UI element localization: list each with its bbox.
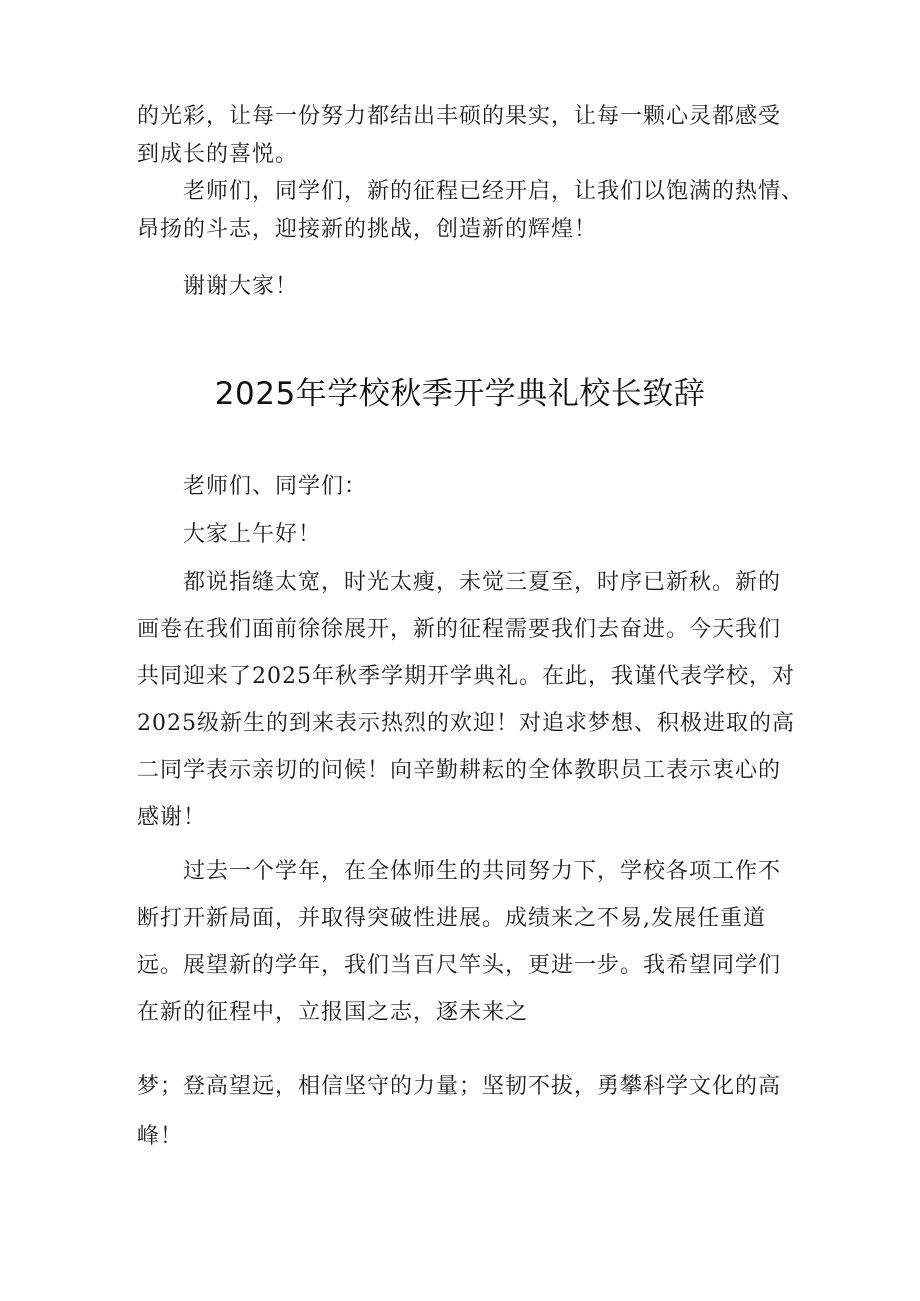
text-line: 峰！ [137, 1124, 184, 1149]
text-line: 远。展望新的学年，我们当百尺竿头，更进一步。我希望同学们 [137, 953, 782, 978]
speech-title: 2025年学校秋季开学典礼校长致辞 [214, 376, 706, 412]
text-line: 谢谢大家！ [137, 274, 299, 299]
text-line: 都说指缝太宽，时光太瘦，未觉三夏至，时序已新秋。新的 [137, 570, 782, 595]
text-line: 到成长的喜悦。 [137, 142, 299, 167]
prev-thanks [137, 268, 797, 306]
text-line: 二同学表示亲切的问候！向辛勤耕耘的全体教职员工表示衷心的 [137, 758, 782, 783]
text-line: 梦；登高望远，相信坚守的力量；坚韧不拔，勇攀科学文化的高 [137, 1074, 782, 1099]
speech-good-morning [137, 516, 797, 554]
speech-paragraph-1 [137, 564, 797, 846]
text-line: 画卷在我们面前徐徐展开，新的征程需要我们去奋进。今天我们 [137, 617, 782, 642]
text-line: 大家上午好！ [137, 522, 322, 547]
text-line: 2025级新生的到来表示热烈的欢迎！对追求梦想、积极进取的高 [137, 711, 795, 736]
prev-paragraph-2 [137, 173, 805, 249]
prev-paragraph-1 [137, 98, 797, 174]
speech-paragraph-3 [137, 1068, 797, 1168]
text-line: 老师们，同学们，新的征程已经开启，让我们以饱满的热情、 [137, 179, 805, 204]
text-line: 断打开新局面，并取得突破性进展。成绩来之不易,发展任重道 [137, 906, 766, 931]
text-line: 在新的征程中，立报国之志，逐未来之 [137, 1000, 529, 1025]
speech-paragraph-2 [137, 853, 797, 1041]
text-line: 感谢！ [137, 805, 207, 830]
text-line: 过去一个学年，在全体师生的共同努力下，学校各项工作不 [137, 859, 782, 884]
text-line: 老师们、同学们： [137, 474, 368, 499]
speech-greeting [137, 468, 797, 506]
text-line: 共同迎来了2025年秋季学期开学典礼。在此，我谨代表学校，对 [137, 664, 795, 689]
text-line: 昂扬的斗志，迎接新的挑战，创造新的辉煌！ [137, 217, 598, 242]
text-line: 的光彩，让每一份努力都结出丰硕的果实，让每一颗心灵都感受 [137, 104, 782, 129]
